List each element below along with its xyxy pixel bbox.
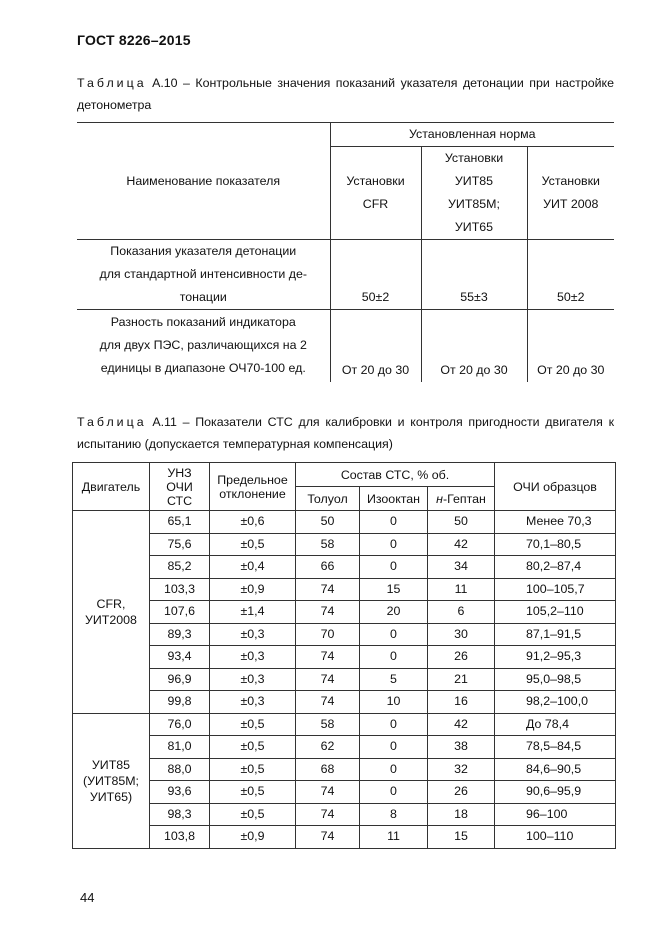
t11-cell-isooctane: 0 (360, 781, 428, 804)
t11-cell-ochi: Менее 70,3 (495, 511, 616, 534)
t11-cell-unz: 96,9 (150, 668, 210, 691)
t11-cell-deviation: ±0,4 (210, 556, 296, 579)
t11-cell-ochi: 105,2–110 (495, 601, 616, 624)
t10-col-cfr (330, 147, 421, 240)
t11-cell-toluene: 50 (296, 511, 360, 534)
t11-cell-deviation: ±0,3 (210, 668, 296, 691)
t11-cell-toluene: 74 (296, 826, 360, 849)
t11-cell-heptane: 15 (428, 826, 495, 849)
t11-cell-ochi: 87,1–91,5 (495, 623, 616, 646)
t11-cell-unz: 98,3 (150, 803, 210, 826)
t11-cell-isooctane: 0 (360, 623, 428, 646)
table-a10-caption-label: Таблица (77, 76, 147, 90)
t11-cell-ochi: 100–105,7 (495, 578, 616, 601)
t11-cell-ochi: 91,2–95,3 (495, 646, 616, 669)
t11-header-unz (150, 463, 210, 511)
t11-cell-toluene: 74 (296, 691, 360, 714)
t11-cell-unz: 89,3 (150, 623, 210, 646)
t11-cell-engine-line: (УИТ85М; (82, 773, 140, 788)
t11-cell-deviation: ±0,5 (210, 713, 296, 736)
t11-cell-heptane: 42 (428, 713, 495, 736)
t11-cell-ochi: 78,5–84,5 (495, 736, 616, 759)
table-row (73, 511, 616, 534)
t11-cell-unz: 85,2 (150, 556, 210, 579)
t11-header-unz-line: УНЗ (167, 465, 192, 480)
table-row (73, 736, 616, 759)
table-row (73, 533, 616, 556)
t11-cell-ochi: 84,6–90,5 (495, 758, 616, 781)
t11-cell-unz: 76,0 (150, 713, 210, 736)
t11-cell-deviation: ±0,9 (210, 826, 296, 849)
t11-cell-heptane: 16 (428, 691, 495, 714)
t11-cell-heptane: 26 (428, 646, 495, 669)
t11-cell-ochi: 96–100 (495, 803, 616, 826)
t11-cell-toluene: 70 (296, 623, 360, 646)
table-a11-caption-text: – Показатели СТС для калибровки и контроля пригодности двигателя к испытанию (допускается температурная компенсация) (77, 415, 614, 451)
t11-cell-heptane: 6 (428, 601, 495, 624)
t11-header-unz-line: ОЧИ (166, 479, 193, 494)
t11-cell-heptane: 30 (428, 623, 495, 646)
t11-cell-ochi: 80,2–87,4 (495, 556, 616, 579)
t10-cell-uit2008: 50±2 (527, 240, 614, 310)
t11-cell-unz: 103,8 (150, 826, 210, 849)
table-row (73, 803, 616, 826)
table-a10-caption (77, 72, 614, 116)
t10-row-name-line: тонации (179, 290, 227, 304)
t11-header-heptane-prefix: н (436, 491, 443, 506)
table-row (73, 758, 616, 781)
t11-cell-isooctane: 0 (360, 713, 428, 736)
t11-cell-deviation: ±0,5 (210, 736, 296, 759)
t11-cell-heptane: 26 (428, 781, 495, 804)
t11-cell-ochi: 98,2–100,0 (495, 691, 616, 714)
t10-col-uit85-line: УИТ85М; (448, 197, 500, 211)
t10-cell-cfr: 50±2 (330, 240, 421, 310)
t11-cell-unz: 75,6 (150, 533, 210, 556)
t11-cell-engine-line: УИТ2008 (85, 612, 137, 627)
t11-cell-ochi: 100–110 (495, 826, 616, 849)
t11-cell-deviation: ±0,5 (210, 803, 296, 826)
t10-col-cfr-line: Установки (346, 174, 405, 188)
table-row (73, 781, 616, 804)
t11-cell-deviation: ±1,4 (210, 601, 296, 624)
t10-col-uit2008 (527, 147, 614, 240)
t11-cell-toluene: 74 (296, 781, 360, 804)
t11-cell-heptane: 18 (428, 803, 495, 826)
t10-row-name-line: для двух ПЭС, различающихся на 2 (99, 338, 307, 353)
t11-cell-toluene: 74 (296, 601, 360, 624)
t11-header-toluene: Толуол (296, 487, 360, 511)
table-row (73, 578, 616, 601)
t10-cell-uit85: От 20 до 30 (421, 310, 527, 382)
t10-col-uit85 (421, 147, 527, 240)
page-number: 44 (80, 890, 95, 905)
t11-cell-unz: 93,4 (150, 646, 210, 669)
t10-row-name-line: Показания указателя детонации (110, 244, 297, 258)
table-row (73, 713, 616, 736)
t10-cell-cfr: От 20 до 30 (330, 310, 421, 382)
t11-header-unz-line: СТС (166, 493, 193, 508)
t11-cell-ochi: До 78,4 (495, 713, 616, 736)
t10-col-uit85-line: УИТ65 (454, 220, 494, 234)
table-row (73, 826, 616, 849)
t11-cell-toluene: 58 (296, 713, 360, 736)
t11-header-deviation-line: Предельное (217, 472, 288, 487)
t11-cell-isooctane: 5 (360, 668, 428, 691)
t11-cell-deviation: ±0,6 (210, 511, 296, 534)
table-row (73, 691, 616, 714)
t11-cell-isooctane: 0 (360, 533, 428, 556)
t11-cell-isooctane: 0 (360, 556, 428, 579)
t11-cell-engine (73, 713, 150, 848)
t11-cell-deviation: ±0,3 (210, 646, 296, 669)
t11-cell-isooctane: 0 (360, 736, 428, 759)
table-a10-caption-text: – Контрольные значения показаний указателя детонации при настройке детонометра (77, 76, 614, 112)
t10-col-cfr-line: CFR (362, 197, 389, 211)
t11-cell-heptane: 21 (428, 668, 495, 691)
t10-col-uit85-line: УИТ85 (454, 174, 494, 188)
t11-cell-toluene: 74 (296, 578, 360, 601)
t10-row-name-line: единицы в диапазоне ОЧ70-100 ед. (100, 361, 306, 376)
t11-cell-unz: 93,6 (150, 781, 210, 804)
t11-cell-unz: 103,3 (150, 578, 210, 601)
t11-cell-heptane: 42 (428, 533, 495, 556)
t10-group-header: Установленная норма (330, 123, 614, 147)
t11-cell-engine (73, 511, 150, 714)
t11-cell-unz: 81,0 (150, 736, 210, 759)
t11-header-composition: Состав СТС, % об. (296, 463, 495, 487)
t11-cell-heptane: 34 (428, 556, 495, 579)
t11-header-engine: Двигатель (73, 463, 150, 511)
table-a11-caption-label: Таблица (77, 415, 147, 429)
t11-header-heptane-rest: -Гептан (442, 491, 486, 506)
t11-cell-engine-line: CFR, (96, 596, 126, 611)
t11-cell-isooctane: 8 (360, 803, 428, 826)
t11-cell-isooctane: 11 (360, 826, 428, 849)
t10-col-uit2008-line: УИТ 2008 (543, 197, 599, 211)
table-a11 (72, 462, 616, 849)
t11-header-heptane (428, 487, 495, 511)
t11-header-ochi-samples: ОЧИ образцов (495, 463, 616, 511)
t11-cell-engine-line: УИТ65) (89, 789, 133, 804)
table-row (73, 668, 616, 691)
table-row (73, 556, 616, 579)
t11-cell-deviation: ±0,9 (210, 578, 296, 601)
t11-cell-isooctane: 0 (360, 646, 428, 669)
t10-row-name-line: Разность показаний индикатора (110, 315, 296, 330)
t11-cell-isooctane: 15 (360, 578, 428, 601)
table-row (73, 646, 616, 669)
t11-cell-heptane: 38 (428, 736, 495, 759)
t11-cell-unz: 99,8 (150, 691, 210, 714)
t11-cell-heptane: 32 (428, 758, 495, 781)
t11-header-isooctane: Изооктан (360, 487, 428, 511)
t11-cell-toluene: 74 (296, 646, 360, 669)
t11-cell-deviation: ±0,5 (210, 533, 296, 556)
t10-cell-uit2008: От 20 до 30 (527, 310, 614, 382)
t11-cell-toluene: 58 (296, 533, 360, 556)
t11-cell-heptane: 11 (428, 578, 495, 601)
t11-cell-ochi: 95,0–98,5 (495, 668, 616, 691)
table-a11-caption-number: А.11 (152, 415, 177, 429)
document-code: ГОСТ 8226–2015 (77, 32, 191, 48)
table-row (73, 601, 616, 624)
table-a11-caption (77, 411, 614, 455)
t11-cell-deviation: ±0,3 (210, 691, 296, 714)
t10-row-name-line: для стандартной интенсивности де- (99, 267, 308, 281)
t11-cell-heptane: 50 (428, 511, 495, 534)
t11-cell-toluene: 74 (296, 668, 360, 691)
t10-row-name (77, 310, 330, 382)
t11-cell-deviation: ±0,5 (210, 781, 296, 804)
t11-cell-ochi: 70,1–80,5 (495, 533, 616, 556)
t11-cell-isooctane: 0 (360, 758, 428, 781)
t10-row-name (77, 240, 330, 310)
table-a10-caption-number: А.10 (152, 76, 178, 90)
t11-cell-deviation: ±0,5 (210, 758, 296, 781)
t10-cell-uit85: 55±3 (421, 240, 527, 310)
t11-cell-ochi: 90,6–95,9 (495, 781, 616, 804)
t11-cell-unz: 88,0 (150, 758, 210, 781)
t11-cell-toluene: 68 (296, 758, 360, 781)
t11-cell-toluene: 74 (296, 803, 360, 826)
table-a10 (77, 122, 614, 382)
t10-col-name-header: Наименование показателя (77, 123, 330, 240)
table-row (77, 240, 614, 310)
t10-col-uit85-line: Установки (444, 151, 504, 165)
t10-col-uit2008-line: Установки (541, 174, 600, 188)
t11-cell-deviation: ±0,3 (210, 623, 296, 646)
t11-header-deviation (210, 463, 296, 511)
t11-cell-isooctane: 20 (360, 601, 428, 624)
t11-cell-toluene: 62 (296, 736, 360, 759)
table-row (73, 623, 616, 646)
t11-cell-unz: 107,6 (150, 601, 210, 624)
t11-cell-toluene: 66 (296, 556, 360, 579)
table-row (77, 310, 614, 382)
t11-cell-engine-line: УИТ85 (91, 757, 131, 772)
t11-cell-isooctane: 10 (360, 691, 428, 714)
t11-cell-unz: 65,1 (150, 511, 210, 534)
t11-cell-isooctane: 0 (360, 511, 428, 534)
t11-header-deviation-line: отклонение (219, 486, 286, 501)
